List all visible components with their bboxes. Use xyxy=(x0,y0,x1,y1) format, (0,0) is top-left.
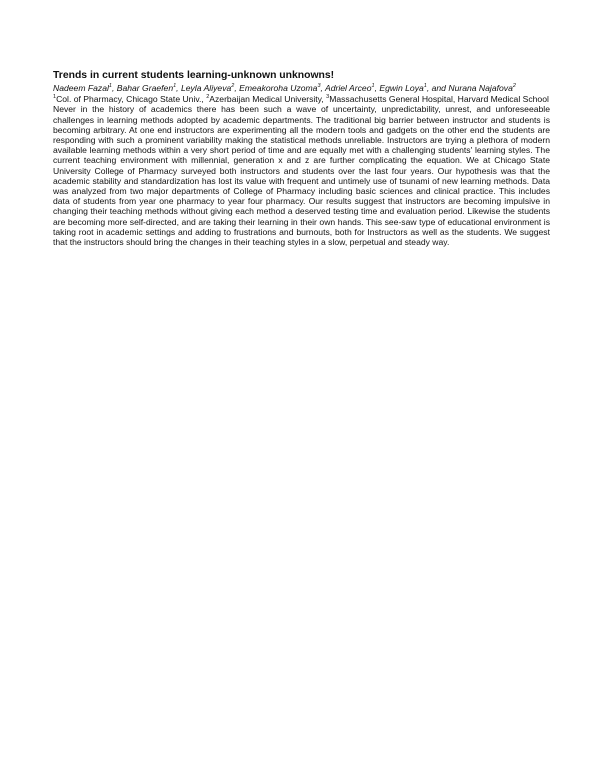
author-name: Bahar Graefen xyxy=(116,83,174,93)
author-affiliation-mark: 1 xyxy=(371,83,375,90)
author-name: Nadeem Fazal xyxy=(53,83,109,93)
author-separator: , xyxy=(176,83,181,93)
affiliation-text: Massachusetts General Hospital, Harvard Medical School xyxy=(329,94,549,105)
abstract-page xyxy=(53,70,550,247)
author-separator: , xyxy=(374,83,380,93)
affiliation-mark: 2 xyxy=(206,94,210,101)
abstract-body: Never in the history of academics there has been such a wave of uncertainty, unpredictability, unrest, and unforeseeable challenges in learning methods adopted by academic departments. The traditional big barrier between instructor and students is becoming arbitrary. At one end instructors are experimenting all the modern tools and gadgets on the other end the students are responding with such a prominent variability making the statistical methods unreliable. Instructors are trying a plethora of modern available learning methods within a very short period of time and are equally met with a challenging students' learning styles. The current teaching environment with millennial, generation x and z are further complicating the equation. We at Chicago State University College of Pharmacy surveyed both instructors and students over the last four years. Our hypothesis was that the academic stability and standardization has lost its value with frequent and untimely use of tsunami of new learning methods. Data was analyzed from two major departments of College of Pharmacy including basic sciences and clinical practice. This includes data of students from year one pharmacy to year four pharmacy. Our results suggest that instructors are becoming impulsive in changing their teaching methods without giving each method a deserved testing time and evaluation period. Likewise the students are becoming more self-directed, and are taking their learning in their own hands. This see-saw type of educational environment is taking root in academic settings and adding to frustrations and burnouts, both for Instructors as well as the students. We suggest that the instructors should bring the changes in their teaching styles in a slow, perpetual and steady way. xyxy=(53,104,550,248)
author-affiliation-mark: 2 xyxy=(231,83,235,90)
affiliation-mark: 3 xyxy=(326,94,330,101)
author-separator: , xyxy=(111,83,117,93)
affiliation-mark: 1 xyxy=(53,94,57,101)
author-affiliation-mark: 3 xyxy=(317,83,321,90)
author-name: Leyla Aliyeva xyxy=(180,83,232,93)
author-name: Nurana Najafova xyxy=(448,83,513,93)
author-affiliation-mark: 1 xyxy=(173,83,177,90)
paper-title: Trends in current students learning-unknown unknowns! xyxy=(53,70,335,81)
author-name: Adriel Arceo xyxy=(325,83,372,93)
author-name: Egwin Loya xyxy=(379,83,424,93)
author-name: Emeakoroha Uzoma xyxy=(239,83,318,93)
author-separator: , xyxy=(234,83,240,93)
author-separator: , xyxy=(320,83,325,93)
affiliation-text: Azerbaijan Medical University, xyxy=(209,94,327,105)
affiliation-list xyxy=(53,94,550,104)
author-affiliation-mark: 1 xyxy=(423,83,427,90)
author-affiliation-mark: 2 xyxy=(512,83,516,90)
author-separator: , and xyxy=(426,83,449,93)
author-affiliation-mark: 1 xyxy=(108,83,112,90)
affiliation-text: Col. of Pharmacy, Chicago State Univ., xyxy=(56,94,207,105)
author-list xyxy=(53,83,550,93)
